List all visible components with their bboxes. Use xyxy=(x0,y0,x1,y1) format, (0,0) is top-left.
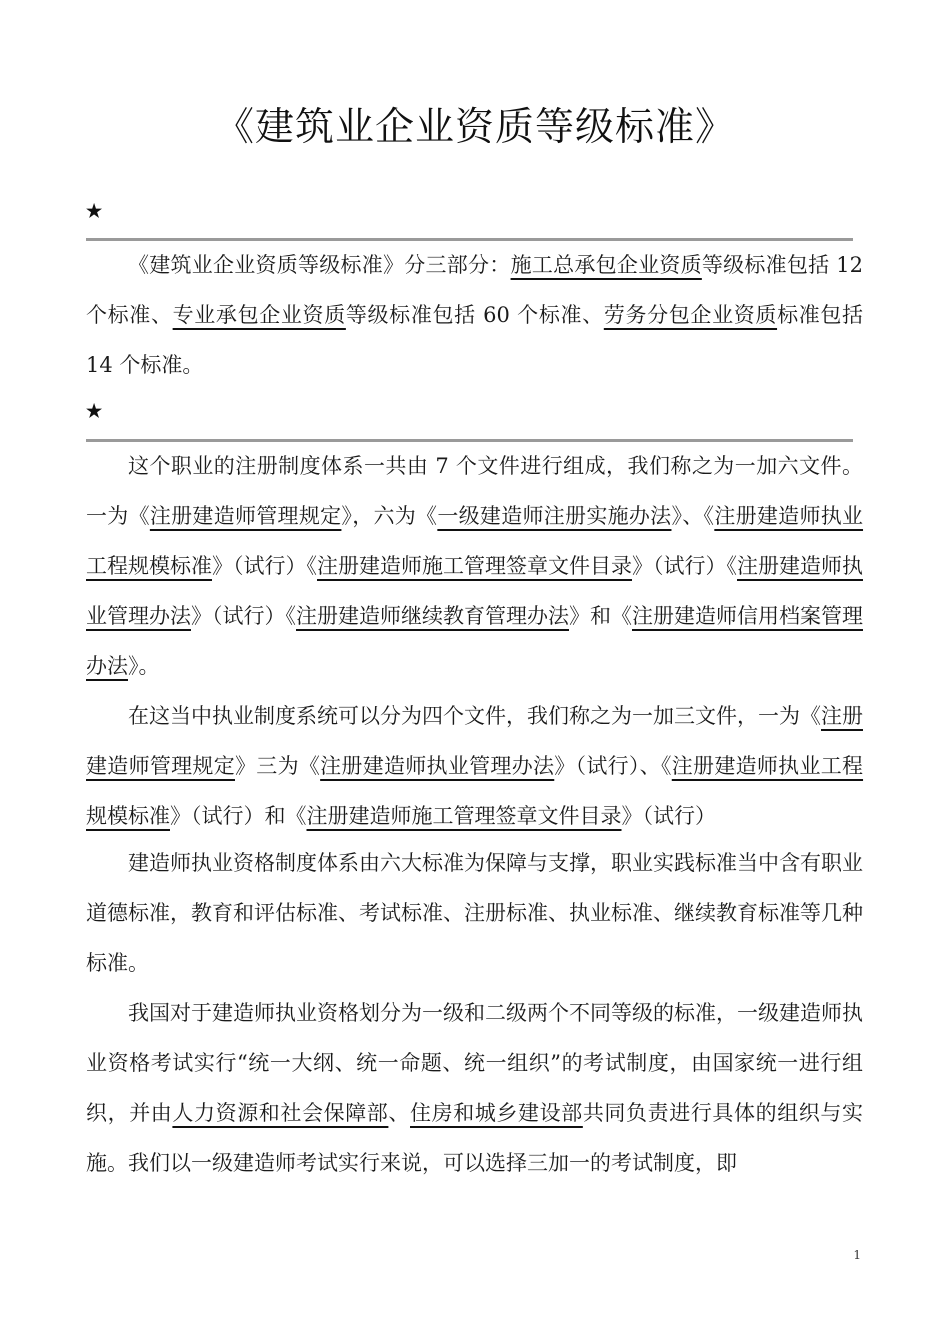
paragraph-2 xyxy=(86,441,863,691)
paragraph-text: 我国对于建造师执业资格划分为一级和二级两个不同等级的标准，一级建造师执业资格考试实行“统一大纲、统一命题、统一组织”的考试制度，由国家统一进行组织，并由 xyxy=(86,1001,863,1125)
underlined-term: 专业承包企业资质 xyxy=(172,303,346,327)
paragraph-text: 标准包括 14 个标准。 xyxy=(86,303,864,377)
paragraph-text: 》（试行）《 xyxy=(212,554,317,578)
underlined-term: 注册建造师继续教育管理办法 xyxy=(296,604,569,628)
section-heading-2 xyxy=(86,400,102,424)
underlined-term: 劳务分包企业资质 xyxy=(603,303,778,327)
paragraph-1 xyxy=(86,240,863,390)
paragraph-5 xyxy=(86,988,863,1188)
underlined-term: 注册建造师施工管理签章文件目录 xyxy=(306,804,622,828)
paragraph-text: 》和《 xyxy=(569,604,632,628)
underlined-term: 住房和城乡建设部 xyxy=(410,1101,583,1125)
document-title xyxy=(0,100,950,156)
paragraph-text: 这个职业的注册制度体系一共由 7 个文件进行组成，我们称之为一加六文件。一为《 xyxy=(86,454,863,528)
underlined-term: 注册建造师管理规定 xyxy=(149,504,342,528)
underlined-term: 注册建造师执业管理办法 xyxy=(86,554,863,628)
paragraph-3 xyxy=(86,691,863,841)
paragraph-text: 》（试行）《 xyxy=(632,554,737,578)
paragraph-text: 》、《 xyxy=(671,504,715,528)
star-icon: ★ xyxy=(86,401,103,422)
paragraph-text: 《建筑业企业资质等级标准》分三部分： xyxy=(128,253,511,277)
underlined-term: 施工总承包企业资质 xyxy=(510,253,702,277)
title-text: 《建筑业企业资质等级标准》 xyxy=(214,105,735,150)
underlined-term: 注册建造师执业工程规模标准 xyxy=(86,504,864,578)
paragraph-text: 》。 xyxy=(128,654,160,678)
underlined-term: 注册建造师管理规定 xyxy=(86,704,863,778)
paragraph-text: 等级标准包括 60 个标准、 xyxy=(345,303,604,327)
underlined-term: 注册建造师施工管理签章文件目录 xyxy=(317,554,632,578)
underlined-term: 注册建造师执业管理办法 xyxy=(320,754,555,778)
paragraph-4 xyxy=(86,838,863,988)
paragraph-text: 》（试行）、《 xyxy=(554,754,672,778)
paragraph-text: 》，六为《 xyxy=(341,504,438,528)
underlined-term: 人力资源和社会保障部 xyxy=(172,1101,389,1125)
paragraph-text: 等级标准包括 12 个标准、 xyxy=(86,253,864,327)
underlined-term: 注册建造师信用档案管理办法 xyxy=(86,604,863,678)
paragraph-text: 建造师执业资格制度体系由六大标准为保障与支撑，职业实践标准当中含有职业道德标准，教育和评估标准、考试标准、注册标准、执业标准、继续教育标准等几种标准。 xyxy=(86,851,863,975)
page-number: 1 xyxy=(853,1248,861,1262)
paragraph-text: 在这当中执业制度系统可以分为四个文件，我们称之为一加三文件，一为《 xyxy=(128,704,821,728)
paragraph-text: 、 xyxy=(388,1101,411,1125)
star-icon: ★ xyxy=(86,201,103,222)
paragraph-text: 》（试行） xyxy=(621,804,716,828)
paragraph-text: 》三为《 xyxy=(235,754,321,778)
underlined-term: 注册建造师执业工程规模标准 xyxy=(86,754,864,828)
paragraph-text: 》（试行）和《 xyxy=(170,804,307,828)
paragraph-text: 共同负责进行具体的组织与实施。我们以一级建造师考试实行来说，可以选择三加一的考试制度，即 xyxy=(86,1101,864,1175)
section-heading-1 xyxy=(86,200,102,224)
paragraph-text: 》（试行）《 xyxy=(191,604,296,628)
underlined-term: 一级建造师注册实施办法 xyxy=(437,504,672,528)
